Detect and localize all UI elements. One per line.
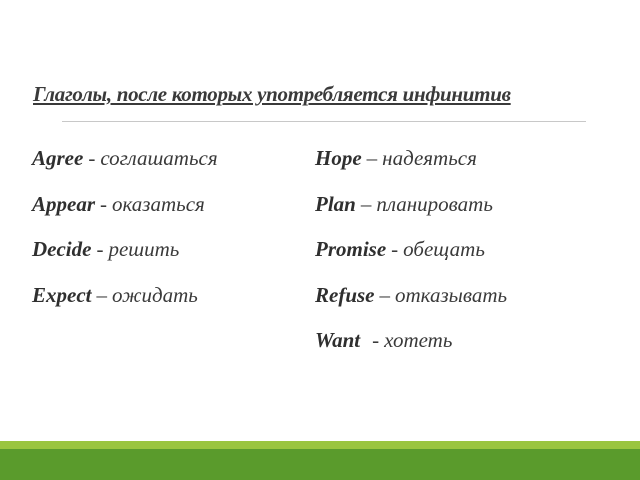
separator: – — [366, 146, 378, 170]
verb-row-appear — [32, 192, 218, 238]
separator: – — [379, 282, 390, 307]
separator: - — [372, 328, 380, 352]
verb-row-refuse — [315, 283, 507, 329]
translation: соглашаться — [100, 146, 218, 170]
separator: - — [100, 191, 107, 216]
translation: решить — [108, 237, 180, 261]
translation: планировать — [376, 191, 493, 216]
footer-accent-stripe — [0, 441, 640, 449]
verb-row-promise — [315, 237, 507, 283]
translation: отказывать — [395, 282, 508, 307]
translation: надеяться — [382, 146, 477, 170]
separator: – — [96, 282, 107, 307]
verb: Refuse — [315, 282, 375, 307]
verb: Hope — [315, 146, 362, 170]
separator: - — [96, 237, 104, 261]
title-divider — [62, 121, 586, 122]
left-verb-column — [32, 146, 218, 328]
right-verb-column — [315, 146, 507, 374]
translation: ожидать — [111, 282, 198, 307]
translation: оказаться — [112, 191, 205, 216]
verb-row-hope — [315, 146, 507, 192]
verb: Promise — [315, 237, 387, 261]
translation: хотеть — [384, 328, 453, 352]
verb: Plan — [315, 191, 356, 216]
verb: Agree — [32, 146, 84, 170]
verb: Appear — [32, 191, 95, 216]
separator: - — [391, 237, 399, 261]
verb-row-agree — [32, 146, 218, 192]
verb-row-expect — [32, 283, 218, 329]
slide-title: Глаголы, после которых употребляется инфинитив — [33, 82, 511, 106]
separator: - — [88, 146, 96, 170]
footer-accent-bar — [0, 449, 640, 480]
verb: Want — [315, 328, 361, 352]
separator: – — [360, 191, 372, 216]
verb: Decide — [32, 237, 92, 261]
translation: обещать — [403, 237, 485, 261]
verb-row-plan — [315, 192, 507, 238]
verb-row-want — [315, 328, 507, 374]
verb: Expect — [32, 282, 92, 307]
verb-row-decide — [32, 237, 218, 283]
